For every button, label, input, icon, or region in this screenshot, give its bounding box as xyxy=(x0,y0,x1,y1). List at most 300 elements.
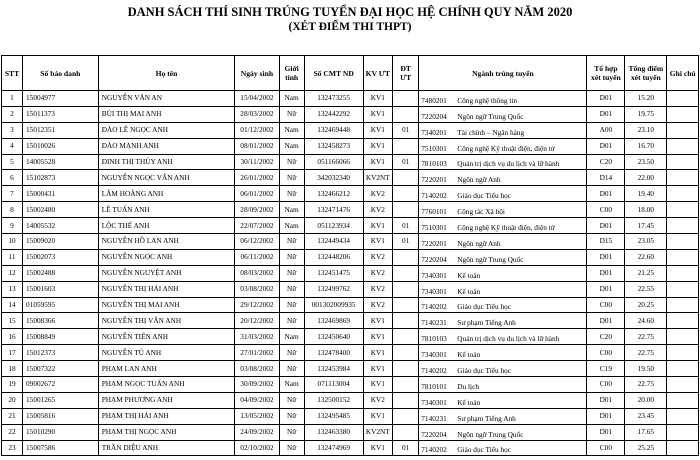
major-name: Ngôn ngữ Trung Quốc xyxy=(457,111,524,121)
cell-gender: Nữ xyxy=(279,154,304,170)
cell-dob: 29/12/2002 xyxy=(235,297,279,313)
col-header-sbd: Số báo danh xyxy=(23,56,99,91)
table-row xyxy=(2,440,699,456)
cell-combo: D01 xyxy=(587,281,625,297)
major-name: Giáo dục Tiểu học xyxy=(457,445,511,455)
cell-kv: KV1 xyxy=(363,91,392,107)
cell-major xyxy=(419,218,587,234)
cell-cmt: 051123934 xyxy=(304,218,363,234)
cell-combo: D15 xyxy=(587,234,625,250)
cell-stt: 1 xyxy=(2,91,23,107)
cell-dt xyxy=(393,249,419,265)
table-row xyxy=(2,329,699,345)
major-name: Giáo dục Tiểu học xyxy=(457,302,511,312)
cell-score: 16.70 xyxy=(625,138,667,154)
cell-dob: 27/01/2002 xyxy=(235,345,279,361)
cell-dt: 01 xyxy=(393,234,419,250)
cell-dob: 03/08/2002 xyxy=(235,281,279,297)
document-page xyxy=(0,5,700,460)
cell-combo: D01 xyxy=(587,265,625,281)
major-code: 7140202 xyxy=(421,445,447,455)
cell-sbd: 15009020 xyxy=(23,234,99,250)
cell-stt: 3 xyxy=(2,122,23,138)
cell-name: NGUYỄN THỊ MAI ANH xyxy=(98,297,235,313)
cell-note xyxy=(667,91,699,107)
major-code: 7510301 xyxy=(421,143,447,153)
admission-table xyxy=(1,55,699,456)
cell-note xyxy=(667,424,699,440)
cell-kv: KV1 xyxy=(363,408,392,424)
major-name: Tài chính – Ngân hàng xyxy=(457,127,525,137)
cell-dt xyxy=(393,91,419,107)
cell-note xyxy=(667,408,699,424)
cell-gender: Nữ xyxy=(279,345,304,361)
cell-gender: Nữ xyxy=(279,249,304,265)
cell-kv: KV1 xyxy=(363,361,392,377)
table-row xyxy=(2,265,699,281)
table-row xyxy=(2,138,699,154)
cell-dob: 02/10/2002 xyxy=(235,440,279,456)
cell-note xyxy=(667,138,699,154)
cell-major xyxy=(419,440,587,456)
cell-score: 23.10 xyxy=(625,122,667,138)
cell-stt: 8 xyxy=(2,202,23,218)
table-row xyxy=(2,313,699,329)
cell-note xyxy=(667,154,699,170)
cell-gender: Nữ xyxy=(279,170,304,186)
cell-kv: KV2 xyxy=(363,265,392,281)
cell-cmt: 342032340 xyxy=(304,170,363,186)
cell-dt xyxy=(393,329,419,345)
cell-major xyxy=(419,424,587,440)
cell-sbd: 09002672 xyxy=(23,377,99,393)
cell-cmt: 132463380 xyxy=(304,424,363,440)
table-row xyxy=(2,186,699,202)
cell-dt xyxy=(393,281,419,297)
cell-score: 20.00 xyxy=(625,392,667,408)
cell-gender: Nữ xyxy=(279,392,304,408)
cell-note xyxy=(667,297,699,313)
cell-dob: 13/05/2002 xyxy=(235,408,279,424)
cell-dt xyxy=(393,265,419,281)
cell-dob: 30/11/2002 xyxy=(235,154,279,170)
cell-stt: 15 xyxy=(2,313,23,329)
major-code: 7220204 xyxy=(421,111,447,121)
cell-dt xyxy=(393,138,419,154)
cell-note xyxy=(667,377,699,393)
cell-cmt: 132450640 xyxy=(304,329,363,345)
cell-dt: 01 xyxy=(393,440,419,456)
cell-dob: 06/11/2002 xyxy=(235,249,279,265)
table-row xyxy=(2,345,699,361)
cell-stt: 19 xyxy=(2,377,23,393)
table-row xyxy=(2,106,699,122)
major-code: 7220201 xyxy=(421,175,447,185)
cell-gender: Nam xyxy=(279,218,304,234)
major-name: Quản trị dịch vụ du lịch và lữ hành xyxy=(457,334,560,344)
cell-cmt: 132449434 xyxy=(304,234,363,250)
major-name: Giáo dục Tiểu học xyxy=(457,191,511,201)
cell-sbd: 15008849 xyxy=(23,329,99,345)
cell-major xyxy=(419,186,587,202)
major-code: 7140202 xyxy=(421,302,447,312)
cell-dob: 24/09/2002 xyxy=(235,424,279,440)
cell-combo: C00 xyxy=(587,440,625,456)
table-row xyxy=(2,377,699,393)
cell-score: 18.00 xyxy=(625,202,667,218)
major-name: Công nghệ Kỹ thuật điện, điện tử xyxy=(457,223,555,233)
cell-dob: 20/12/2002 xyxy=(235,313,279,329)
cell-major xyxy=(419,154,587,170)
cell-dt xyxy=(393,202,419,218)
table-row xyxy=(2,154,699,170)
cell-score: 24.60 xyxy=(625,313,667,329)
cell-stt: 11 xyxy=(2,249,23,265)
cell-combo: D01 xyxy=(587,218,625,234)
major-name: Công nghệ Kỹ thuật điện, điện tử xyxy=(457,143,555,153)
cell-stt: 4 xyxy=(2,138,23,154)
cell-dt xyxy=(393,345,419,361)
cell-kv: KV1 xyxy=(363,313,392,329)
cell-name: NGUYỄN TÚ ANH xyxy=(98,345,235,361)
col-header-name: Họ tên xyxy=(98,56,235,91)
table-row xyxy=(2,202,699,218)
cell-stt: 21 xyxy=(2,408,23,424)
col-header-cmt: Số CMT ND xyxy=(304,56,363,91)
cell-combo: C00 xyxy=(587,345,625,361)
cell-score: 17.65 xyxy=(625,424,667,440)
major-name: Kế toán xyxy=(457,270,481,280)
cell-cmt: 132495485 xyxy=(304,408,363,424)
cell-dob: 22/07/2002 xyxy=(235,218,279,234)
cell-sbd: 01059595 xyxy=(23,297,99,313)
cell-note xyxy=(667,202,699,218)
cell-sbd: 15001265 xyxy=(23,392,99,408)
cell-score: 23.05 xyxy=(625,234,667,250)
cell-sbd: 14005528 xyxy=(23,154,99,170)
cell-major xyxy=(419,392,587,408)
document-subtitle: (XÉT ĐIỂM THI THPT) xyxy=(288,21,412,33)
cell-dt: 01 xyxy=(393,218,419,234)
cell-combo: A00 xyxy=(587,122,625,138)
major-code: 7140202 xyxy=(421,191,447,201)
cell-dt: 01 xyxy=(393,122,419,138)
cell-score: 22.75 xyxy=(625,345,667,361)
cell-stt: 2 xyxy=(2,106,23,122)
cell-kv: KV2 xyxy=(363,392,392,408)
cell-stt: 6 xyxy=(2,170,23,186)
cell-major xyxy=(419,377,587,393)
cell-name: ĐÀO LÊ NGỌC ANH xyxy=(98,122,235,138)
table-row xyxy=(2,424,699,440)
cell-combo: C00 xyxy=(587,377,625,393)
cell-sbd: 15007586 xyxy=(23,440,99,456)
cell-kv: KV1 xyxy=(363,154,392,170)
cell-combo: D14 xyxy=(587,170,625,186)
table-row xyxy=(2,408,699,424)
cell-combo: D01 xyxy=(587,249,625,265)
cell-name: NGUYỄN VĂN AN xyxy=(98,91,235,107)
cell-major xyxy=(419,313,587,329)
cell-sbd: 15002480 xyxy=(23,202,99,218)
cell-sbd: 15005816 xyxy=(23,408,99,424)
col-header-major: Ngành trúng tuyển xyxy=(419,56,587,91)
cell-name: NGUYỄN TIẾN ANH xyxy=(98,329,235,345)
cell-name: ĐÀO MẠNH ANH xyxy=(98,138,235,154)
cell-dt xyxy=(393,361,419,377)
cell-cmt: 132466212 xyxy=(304,186,363,202)
cell-major xyxy=(419,202,587,218)
cell-gender: Nữ xyxy=(279,361,304,377)
cell-sbd: 15002073 xyxy=(23,249,99,265)
cell-combo: C20 xyxy=(587,154,625,170)
cell-gender: Nam xyxy=(279,377,304,393)
cell-combo: C20 xyxy=(587,329,625,345)
cell-kv: KV1 xyxy=(363,138,392,154)
cell-cmt: 132469448 xyxy=(304,122,363,138)
cell-stt: 7 xyxy=(2,186,23,202)
cell-score: 22.55 xyxy=(625,281,667,297)
cell-cmt: 132474969 xyxy=(304,440,363,456)
cell-combo: D01 xyxy=(587,106,625,122)
major-code: 7140231 xyxy=(421,413,447,423)
cell-name: NGUYỄN NGỌC ANH xyxy=(98,249,235,265)
table-row xyxy=(2,297,699,313)
cell-stt: 10 xyxy=(2,234,23,250)
cell-name: ĐINH THỊ THÙY ANH xyxy=(98,154,235,170)
cell-major xyxy=(419,138,587,154)
cell-name: NGUYỄN THỊ HẢI ANH xyxy=(98,281,235,297)
cell-gender: Nam xyxy=(279,202,304,218)
cell-sbd: 15001603 xyxy=(23,281,99,297)
cell-cmt: 132448206 xyxy=(304,249,363,265)
major-name: Ngôn ngữ Anh xyxy=(457,175,501,185)
cell-dob: 30/09/2002 xyxy=(235,377,279,393)
cell-major xyxy=(419,408,587,424)
cell-cmt: 132458273 xyxy=(304,138,363,154)
cell-name: NGUYỄN NGỌC VÂN ANH xyxy=(98,170,235,186)
cell-major xyxy=(419,265,587,281)
cell-sbd: 15011373 xyxy=(23,106,99,122)
cell-cmt: 132453984 xyxy=(304,361,363,377)
cell-dt xyxy=(393,392,419,408)
cell-note xyxy=(667,361,699,377)
cell-note xyxy=(667,122,699,138)
table-row xyxy=(2,392,699,408)
cell-combo: D01 xyxy=(587,91,625,107)
cell-name: PHẠM LAN ANH xyxy=(98,361,235,377)
cell-note xyxy=(667,345,699,361)
cell-score: 19.75 xyxy=(625,106,667,122)
major-name: Kế toán xyxy=(457,350,481,360)
cell-major xyxy=(419,361,587,377)
cell-combo: D01 xyxy=(587,424,625,440)
cell-gender: Nữ xyxy=(279,424,304,440)
major-name: Sư phạm Tiếng Anh xyxy=(457,413,516,423)
cell-gender: Nam xyxy=(279,329,304,345)
major-code: 7340201 xyxy=(421,127,447,137)
cell-kv: KV2 xyxy=(363,297,392,313)
table-row xyxy=(2,281,699,297)
major-code: 7810103 xyxy=(421,334,447,344)
cell-kv: KV1 xyxy=(363,377,392,393)
cell-cmt: 132473255 xyxy=(304,91,363,107)
cell-score: 23.45 xyxy=(625,408,667,424)
major-name: Kế toán xyxy=(457,397,481,407)
cell-combo: C00 xyxy=(587,202,625,218)
table-header-row xyxy=(2,56,699,91)
cell-dt: 01 xyxy=(393,154,419,170)
cell-dt xyxy=(393,297,419,313)
table-row xyxy=(2,122,699,138)
cell-name: PHẠM PHƯƠNG ANH xyxy=(98,392,235,408)
cell-major xyxy=(419,281,587,297)
cell-score: 22.75 xyxy=(625,377,667,393)
major-name: Du lịch xyxy=(457,381,479,391)
cell-score: 20.25 xyxy=(625,297,667,313)
major-code: 7810103 xyxy=(421,159,447,169)
major-code: 7340301 xyxy=(421,270,447,280)
cell-cmt: 132500152 xyxy=(304,392,363,408)
major-code: 7340301 xyxy=(421,286,447,296)
col-header-note: Ghi chú xyxy=(667,56,699,91)
col-header-stt: STT xyxy=(2,56,23,91)
cell-dt xyxy=(393,424,419,440)
major-name: Công tác Xã hội xyxy=(457,207,505,217)
major-code: 7220204 xyxy=(421,254,447,264)
table-row xyxy=(2,361,699,377)
cell-cmt: 071113004 xyxy=(304,377,363,393)
cell-note xyxy=(667,106,699,122)
cell-note xyxy=(667,265,699,281)
col-header-score: Tổng điểm xét tuyển xyxy=(625,56,667,91)
table-row xyxy=(2,218,699,234)
cell-dt xyxy=(393,106,419,122)
cell-score: 22.00 xyxy=(625,170,667,186)
cell-kv: KV1 xyxy=(363,234,392,250)
cell-cmt: 132478400 xyxy=(304,345,363,361)
cell-stt: 9 xyxy=(2,218,23,234)
major-code: 7480201 xyxy=(421,95,447,105)
col-header-combo: Tổ hợp xét tuyển xyxy=(587,56,625,91)
cell-note xyxy=(667,186,699,202)
cell-dob: 31/03/2002 xyxy=(235,329,279,345)
cell-cmt: 132471476 xyxy=(304,202,363,218)
cell-kv: KV2 xyxy=(363,281,392,297)
cell-major xyxy=(419,297,587,313)
cell-kv: KV1 xyxy=(363,218,392,234)
cell-score: 23.50 xyxy=(625,154,667,170)
major-name: Giáo dục Tiểu học xyxy=(457,366,511,376)
table-row xyxy=(2,234,699,250)
cell-gender: Nữ xyxy=(279,408,304,424)
major-code: 7760101 xyxy=(421,207,447,217)
cell-dob: 06/01/2002 xyxy=(235,186,279,202)
cell-gender: Nữ xyxy=(279,281,304,297)
cell-dob: 08/03/2002 xyxy=(235,265,279,281)
cell-dob: 28/03/2002 xyxy=(235,106,279,122)
cell-dob: 04/09/2002 xyxy=(235,392,279,408)
cell-cmt: 132451475 xyxy=(304,265,363,281)
cell-name: PHẠM THỊ HẢI ANH xyxy=(98,408,235,424)
table-row xyxy=(2,170,699,186)
major-code: 7510301 xyxy=(421,223,447,233)
cell-stt: 17 xyxy=(2,345,23,361)
cell-sbd: 15008366 xyxy=(23,313,99,329)
major-code: 7810101 xyxy=(421,381,447,391)
cell-combo: D01 xyxy=(587,138,625,154)
cell-sbd: 15010026 xyxy=(23,138,99,154)
cell-dt xyxy=(393,313,419,329)
cell-sbd: 14005532 xyxy=(23,218,99,234)
cell-note xyxy=(667,281,699,297)
cell-note xyxy=(667,218,699,234)
cell-gender: Nam xyxy=(279,91,304,107)
cell-score: 22.75 xyxy=(625,329,667,345)
cell-name: NGUYỄN HỒ LAN ANH xyxy=(98,234,235,250)
major-code: 7340301 xyxy=(421,350,447,360)
col-header-dt: ĐT ƯT xyxy=(393,56,419,91)
cell-note xyxy=(667,170,699,186)
cell-kv: KV1 xyxy=(363,106,392,122)
cell-score: 21.25 xyxy=(625,265,667,281)
cell-sbd: 15010290 xyxy=(23,424,99,440)
cell-major xyxy=(419,91,587,107)
cell-dt xyxy=(393,170,419,186)
major-name: Quản trị dịch vụ du lịch và lữ hành xyxy=(457,159,560,169)
cell-sbd: 15007322 xyxy=(23,361,99,377)
cell-major xyxy=(419,249,587,265)
cell-gender: Nam xyxy=(279,138,304,154)
cell-sbd: 15000431 xyxy=(23,186,99,202)
cell-gender: Nữ xyxy=(279,440,304,456)
cell-kv: KV1 xyxy=(363,122,392,138)
cell-note xyxy=(667,313,699,329)
cell-kv: KV2 xyxy=(363,186,392,202)
cell-major xyxy=(419,345,587,361)
cell-dt xyxy=(393,186,419,202)
cell-kv: KV2NT xyxy=(363,424,392,440)
cell-name: NGUYỄN THỊ VÂN ANH xyxy=(98,313,235,329)
cell-kv: KV1 xyxy=(363,345,392,361)
cell-dob: 06/12/2002 xyxy=(235,234,279,250)
cell-major xyxy=(419,122,587,138)
cell-sbd: 15012351 xyxy=(23,122,99,138)
cell-dob: 01/12/2002 xyxy=(235,122,279,138)
cell-name: LÂM HOÀNG ANH xyxy=(98,186,235,202)
cell-dt xyxy=(393,377,419,393)
table-row xyxy=(2,91,699,107)
cell-combo: C00 xyxy=(587,297,625,313)
cell-score: 22.60 xyxy=(625,249,667,265)
cell-gender: Nữ xyxy=(279,313,304,329)
cell-sbd: 15002488 xyxy=(23,265,99,281)
cell-kv: KV2 xyxy=(363,202,392,218)
col-header-dob: Ngày sinh xyxy=(235,56,279,91)
cell-cmt: 132499762 xyxy=(304,281,363,297)
cell-stt: 23 xyxy=(2,440,23,456)
col-header-gender: Giới tính xyxy=(279,56,304,91)
cell-stt: 5 xyxy=(2,154,23,170)
cell-stt: 20 xyxy=(2,392,23,408)
cell-combo: D01 xyxy=(587,392,625,408)
cell-dt xyxy=(393,408,419,424)
cell-name: LỘC THẾ ANH xyxy=(98,218,235,234)
cell-gender: Nữ xyxy=(279,234,304,250)
table-row xyxy=(2,249,699,265)
cell-sbd: 15012373 xyxy=(23,345,99,361)
cell-score: 25.25 xyxy=(625,440,667,456)
